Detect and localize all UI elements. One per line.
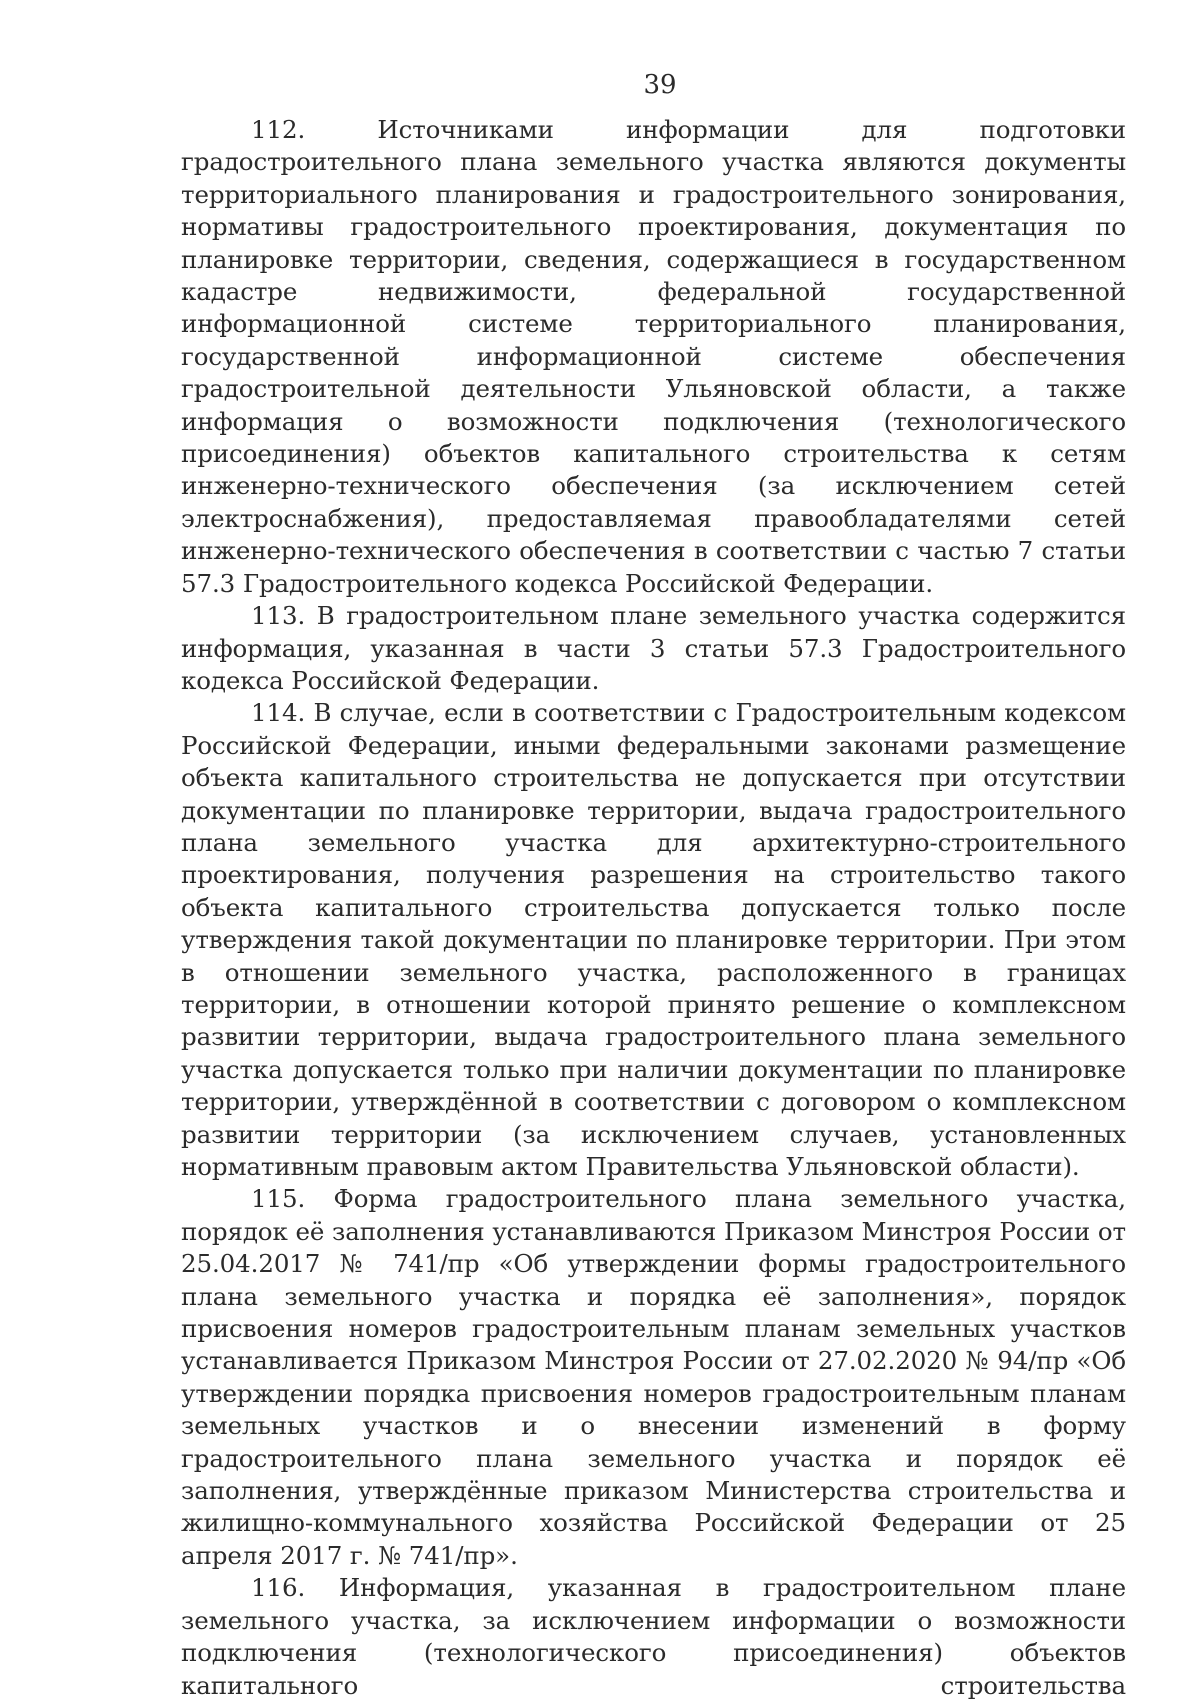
- paragraph-113: 113. В градостроительном плане земельного участка содержится информация, указанная в части 3 статьи 57.3 Градостроительного кодекса Российской Федерации.: [181, 601, 1126, 695]
- page-number: 39: [643, 70, 677, 100]
- paragraph-115: 115. Форма градостроительного плана земельного участка, порядок её заполнения устанавливаются Приказом Минстроя России от 25.04.2017 № 741/пр «Об утверждении формы градостроительного плана земельного участка и порядка её заполнения», порядок присвоения номеров градостроительным планам земельных участков устанавливается Приказом Минстроя России от 27.02.2020 № 94/пр «Об утверждении порядка присвоения номеров градостроительным планам земельных участков и о внесении изменений в форму градостроительного плана земельного участка и порядок её заполнения, утверждённые приказом Министерства строительства и жилищно-коммунального хозяйства Российской Федерации от 25 апреля 2017 г. № 741/пр».: [181, 1184, 1126, 1570]
- paragraph-114: 114. В случае, если в соответствии с Градостроительным кодексом Российской Федерации, иными федеральными законами размещение объекта капитального строительства не допускается при отсутствии документации по планировке территории, выдача градостроительного плана земельного участка для архитектурно-строительного проектирования, получения разрешения на строительство такого объекта капитального строительства допускается только после утверждения такой документации по планировке территории. При этом в отношении земельного участка, расположенного в границах территории, в отношении которой принято решение о комплексном развитии территории, выдача градостроительного плана земельного участка допускается только при наличии документации по планировке территории, утверждённой в соответствии с договором о комплексном развитии территории (за исключением случаев, установленных нормативным правовым актом Правительства Ульяновской области).: [181, 698, 1126, 1181]
- document-body: [181, 114, 1126, 1702]
- paragraph-116: 116. Информация, указанная в градостроительном плане земельного участка, за исключением информации о возможности подключения (технологического присоединения) объектов капитального строительства: [181, 1573, 1126, 1700]
- paragraph-112: 112. Источниками информации для подготовки градостроительного плана земельного участка являются документы территориального планирования и градостроительного зонирования, нормативы градостроительного проектирования, документация по планировке территории, сведения, содержащиеся в государственном кадастре недвижимости, федеральной государственной информационной системе территориального планирования, государственной информационной системе обеспечения градостроительной деятельности Ульяновской области, а также информация о возможности подключения (технологического присоединения) объектов капитального строительства к сетям инженерно-технического обеспечения (за исключением сетей электроснабжения), предоставляемая правообладателями сетей инженерно-технического обеспечения в соответствии с частью 7 статьи 57.3 Градостроительного кодекса Российской Федерации.: [181, 115, 1126, 598]
